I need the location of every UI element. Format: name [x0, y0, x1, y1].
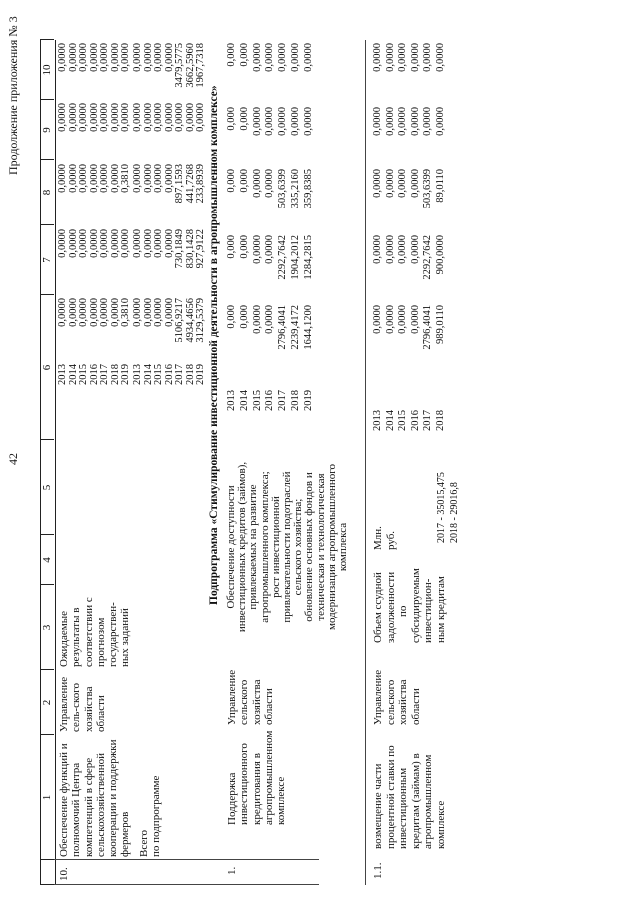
page-number: 42: [6, 453, 20, 465]
row10-result: Ожидаемые результаты в соответствии с прогнозом государствен- ных заданий: [58, 597, 132, 667]
header-col-8: 8: [41, 189, 53, 196]
total-col9: 0,0000 0,0000 0,0000 0,0000 0,0000 0,0000 0,0000: [132, 103, 206, 132]
total-years: 2013 2014 2015 2016 2017 2018 2019: [132, 364, 206, 385]
row1-name: Поддержка инвестиционного кредитования в агропромышленном комплексе: [226, 730, 288, 825]
row1-result: Обеспечение доступности инвестиционных кредитов (займов), привлекаемых на развитие агропромышленного комплекса; рост инвестиционной привлекательности подотраслей сельского хозяйства; обновление основных фондов и техническая и технологическая модернизация агропромышленного комплекса: [225, 461, 350, 633]
row10-number: 10.: [58, 867, 70, 881]
row11-unit: Млн. руб.: [372, 526, 397, 550]
total-col6: 0,0000 0,0000 0,0000 0,0000 5106,9217 4934,4656 3129,5379: [132, 298, 206, 343]
row11-col9: 0,0000 0,0000 0,0000 0,0000 0,0000 0,0000: [372, 107, 446, 136]
total-col7: 0,0000 0,0000 0,0000 0,0000 730,1849 830,1428 927,9122: [132, 229, 206, 269]
row10-col8: 0,0000 0,0000 0,0000 0,0000 0,0000 0,0000 0,3810: [57, 164, 131, 193]
row1-executor: Управление сельского хозяйства области: [226, 669, 275, 725]
row1-col6: 0,000 0,000 0,0000 0,0000 2796,4041 2239,4172 1644,1200: [226, 305, 314, 350]
row11-number: 1.1.: [372, 862, 384, 879]
row11-col7: 0,0000 0,0000 0,0000 0,0000 2292,7642 900,0000: [372, 235, 446, 280]
row11-result: Объем ссудной задолженности по субсидируемым инвестицион- ным кредитам: [372, 568, 447, 643]
row11-col8: 0,0000 0,0000 0,0000 0,0000 503,6399 89,0110: [372, 169, 446, 209]
total-col8: 0,0000 0,0000 0,0000 0,0000 897,1593 441,7268 233,8939: [132, 164, 206, 204]
row10-col7: 0,0000 0,0000 0,0000 0,0000 0,0000 0,0000 0,0000: [57, 229, 131, 258]
row10-name: Обеспечение функций и полномочий Центра компетенций в сфере сельскохозяйственной кооперации и поддержки фермеров: [58, 739, 132, 857]
total-col10: 0,0000 0,0000 0,0000 0,0000 3479,5775 3662,5960 1967,7318: [132, 43, 206, 88]
header-col-5: 5: [41, 484, 53, 491]
total-label: Всего по подпрограмме: [138, 775, 163, 857]
header-col-10: 10: [41, 64, 53, 76]
row11-executor: Управление сельского хозяйства области: [372, 669, 422, 725]
header-col-3: 3: [41, 624, 53, 631]
subprogram-title: Подпрограмма «Стимулирование инвестиционной деятельности в агропромышленном комплексе»: [208, 85, 220, 605]
row1-col8: 0,000 0,000 0,0000 0,0000 503,6399 335,2160 359,8385: [226, 169, 314, 209]
row1-col9: 0,000 0,000 0,0000 0,0000 0,0000 0,0000 0,0000: [226, 107, 314, 136]
header-col-4: 4: [41, 557, 53, 563]
continuation-caption: Продолжение приложения № 3: [6, 16, 20, 175]
row11-col6: 0,0000 0,0000 0,0000 0,0000 2796,4041 989,0110: [372, 305, 446, 350]
row11-name: возмещение части процентной ставки по инвестиционным кредитам (займам) в агропромышленном комплексе: [372, 745, 447, 849]
row11-targets: 2017 - 35015,475 2018 - 29016,8: [436, 472, 460, 543]
row10-col10: 0,0000 0,0000 0,0000 0,0000 0,0000 0,0000 0,0000: [57, 43, 131, 72]
header-col-6: 6: [41, 364, 53, 371]
row10-years: 2013 2014 2015 2016 2017 2018 2019: [57, 364, 131, 385]
header-col-9: 9: [41, 127, 53, 133]
row1-col10: 0,000 0,000 0,0000 0,0000 0,0000 0,0000 0,0000: [226, 43, 314, 72]
row10-col9: 0,0000 0,0000 0,0000 0,0000 0,0000 0,0000 0,0000: [57, 103, 131, 132]
header-col-7: 7: [41, 257, 53, 263]
row1-col7: 0,000 0,000 0,0000 0,0000 2292,7642 1904,2012 1284,2815: [226, 235, 314, 280]
row1-number: 1.: [226, 866, 238, 875]
row11-years: 2013 2014 2015 2016 2017 2018: [372, 410, 446, 431]
row10-col6: 0,0000 0,0000 0,0000 0,0000 0,0000 0,0000 0,3810: [57, 298, 131, 327]
row11-col10: 0,0000 0,0000 0,0000 0,0000 0,0000 0,0000: [372, 43, 446, 72]
row1-years: 2013 2014 2015 2016 2017 2018 2019: [226, 390, 314, 411]
header-col-1: 1: [41, 794, 53, 801]
header-col-2: 2: [41, 699, 53, 706]
row10-executor: Управление сель-ского хозяйства области: [58, 676, 107, 732]
